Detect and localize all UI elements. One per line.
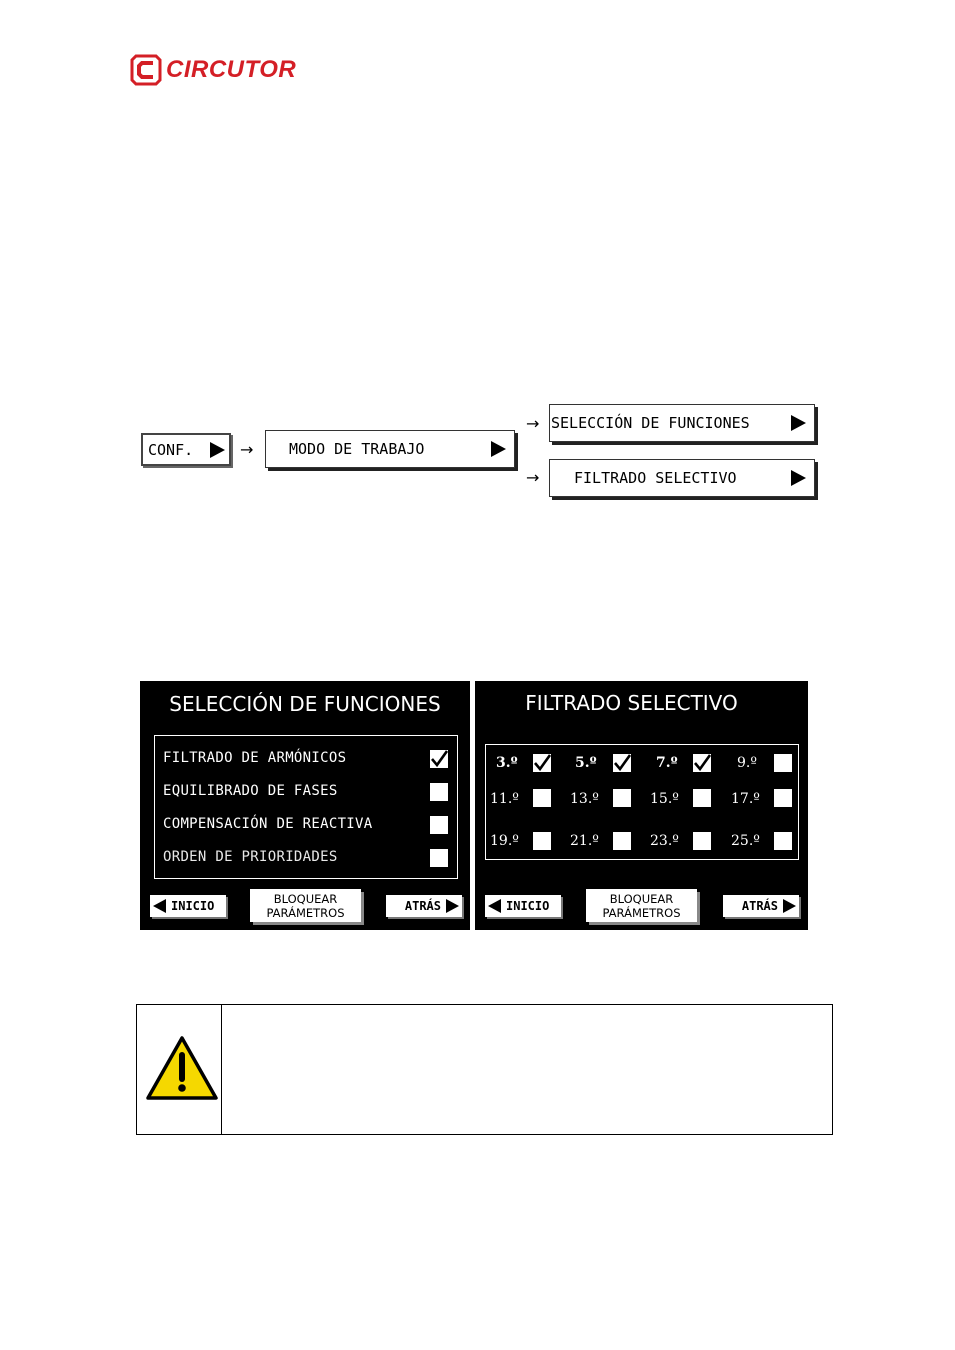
- flow-arrow-2: →: [526, 414, 540, 433]
- harmonic-checkbox[interactable]: [774, 832, 792, 850]
- screen-title: FILTRADO SELECTIVO: [525, 691, 738, 715]
- parametros-label: PARÁMETROS: [602, 905, 681, 920]
- harmonic-label: 5.º: [575, 755, 597, 771]
- bloquear-parametros-button[interactable]: [586, 889, 697, 922]
- conf-button[interactable]: [141, 433, 231, 466]
- option-label: EQUILIBRADO DE FASES: [163, 783, 338, 799]
- harmonic-checkbox[interactable]: [693, 754, 711, 772]
- modo-de-trabajo-button[interactable]: [265, 430, 515, 468]
- filtrado-selectivo-label: FILTRADO SELECTIVO: [574, 469, 737, 487]
- check-icon: [613, 754, 631, 772]
- logo-text: CIRCUTOR: [166, 56, 297, 83]
- atras-button[interactable]: [386, 895, 462, 917]
- harmonic-label: 11.º: [490, 791, 519, 807]
- circutor-logo-icon: [130, 54, 162, 86]
- seleccion-de-funciones-label: SELECCIÓN DE FUNCIONES: [551, 414, 750, 432]
- warning-triangle-icon: [145, 1035, 219, 1101]
- play-icon: [791, 470, 806, 486]
- bloquear-parametros-button[interactable]: [250, 889, 361, 922]
- harmonic-checkbox[interactable]: [533, 789, 551, 807]
- harmonic-checkbox[interactable]: [693, 789, 711, 807]
- forward-arrow-icon: [783, 899, 796, 913]
- bloquear-label: BLOQUEAR: [609, 891, 674, 906]
- harmonic-label: 21.º: [570, 833, 599, 849]
- harmonic-checkbox[interactable]: [613, 754, 631, 772]
- filtrado-selectivo-screen: [475, 681, 808, 930]
- back-arrow-icon: [488, 899, 501, 913]
- atras-button[interactable]: [723, 895, 799, 917]
- harmonic-label: 7.º: [656, 755, 678, 771]
- harmonic-label: 25.º: [731, 833, 760, 849]
- check-icon: [533, 754, 551, 772]
- option-label: ORDEN DE PRIORIDADES: [163, 849, 338, 865]
- seleccion-de-funciones-button[interactable]: [549, 404, 815, 442]
- harmonic-checkbox[interactable]: [774, 754, 792, 772]
- check-icon: [693, 754, 711, 772]
- flow-arrow-3: →: [526, 468, 540, 487]
- atras-label: ATRÁS: [404, 899, 441, 913]
- harmonic-checkbox[interactable]: [613, 832, 631, 850]
- harmonic-label: 13.º: [570, 791, 599, 807]
- harmonic-label: 23.º: [650, 833, 679, 849]
- parametros-label: PARÁMETROS: [266, 905, 345, 920]
- warning-box: [136, 1004, 833, 1135]
- harmonic-checkbox[interactable]: [533, 832, 551, 850]
- conf-button-label: CONF.: [148, 440, 194, 459]
- filtrado-selectivo-button[interactable]: [549, 459, 815, 497]
- harmonic-label: 19.º: [490, 833, 519, 849]
- option-checkbox[interactable]: [430, 750, 448, 768]
- inicio-label: INICIO: [506, 899, 550, 913]
- bloquear-label: BLOQUEAR: [273, 891, 338, 906]
- screen-title: SELECCIÓN DE FUNCIONES: [169, 692, 441, 716]
- harmonic-checkbox[interactable]: [533, 754, 551, 772]
- harmonic-label: 17.º: [731, 791, 760, 807]
- harmonic-label: 3.º: [496, 755, 518, 771]
- harmonic-label: 15.º: [650, 791, 679, 807]
- option-label: COMPENSACIÓN DE REACTIVA: [163, 816, 373, 832]
- harmonic-checkbox[interactable]: [613, 789, 631, 807]
- seleccion-de-funciones-screen: [140, 681, 470, 930]
- forward-arrow-icon: [446, 899, 459, 913]
- play-icon: [791, 415, 806, 431]
- back-arrow-icon: [153, 899, 166, 913]
- inicio-button[interactable]: [150, 895, 226, 917]
- harmonic-checkbox[interactable]: [774, 789, 792, 807]
- warning-divider: [221, 1005, 222, 1134]
- option-checkbox[interactable]: [430, 816, 448, 834]
- check-icon: [430, 750, 448, 768]
- option-label: FILTRADO DE ARMÓNICOS: [163, 750, 347, 766]
- harmonic-label: 9.º: [737, 755, 757, 771]
- play-icon: [491, 441, 506, 457]
- circutor-logo: [130, 53, 296, 87]
- harmonic-checkbox[interactable]: [693, 832, 711, 850]
- play-icon: [210, 442, 225, 458]
- option-checkbox[interactable]: [430, 783, 448, 801]
- flow-arrow-1: →: [240, 440, 254, 459]
- atras-label: ATRÁS: [741, 899, 778, 913]
- modo-de-trabajo-label: MODO DE TRABAJO: [289, 440, 425, 458]
- inicio-button[interactable]: [485, 895, 561, 917]
- inicio-label: INICIO: [171, 899, 215, 913]
- option-checkbox[interactable]: [430, 849, 448, 867]
